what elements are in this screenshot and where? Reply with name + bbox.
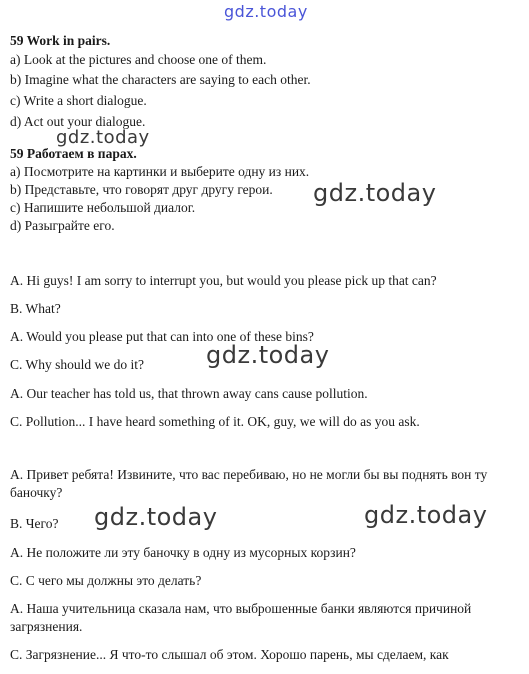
watermark: gdz.today	[206, 341, 330, 369]
task-item: a) Look at the pictures and choose one of them.	[10, 52, 267, 67]
dialogue-line-en: C. Pollution... I have heard something of it. OK, guy, we will do as you ask.	[10, 414, 420, 429]
task-item: а) Посмотрите на картинки и выберите одну из них.	[10, 164, 310, 179]
dialogue-line-ru: С. Загрязнение... Я что-то слышал об этом. Хорошо парень, мы сделаем, как	[10, 647, 449, 662]
dialogue-line-en: A. Hi guys! I am sorry to interrupt you, but would you please pick up that can?	[10, 273, 437, 288]
watermark: gdz.today	[313, 179, 437, 207]
task-item: с) Напишите небольшой диалог.	[10, 200, 196, 215]
task-item: c) Write a short dialogue.	[10, 93, 147, 108]
watermark: gdz.today	[56, 127, 150, 148]
dialogue-line-ru: А. Привет ребята! Извините, что вас перебиваю, но не могли бы вы поднять вон ту баночку?	[10, 467, 488, 500]
task-item: d) Act out your dialogue.	[10, 114, 146, 129]
dialogue-line-ru: В. Чего?	[10, 516, 59, 531]
watermark: gdz.today	[224, 2, 308, 21]
task-item: b) Imagine what the characters are saying to each other.	[10, 72, 311, 87]
dialogue-line-en: A. Would you please put that can into one of these bins?	[10, 329, 314, 344]
dialogue-line-en: C. Why should we do it?	[10, 357, 144, 372]
dialogue-line-ru: А. Наша учительница сказала нам, что выброшенные банки являются причиной загрязнения.	[10, 601, 472, 634]
dialogue-line-ru: А. Не положите ли эту баночку в одну из мусорных корзин?	[10, 545, 356, 560]
watermark: gdz.today	[94, 503, 218, 531]
task-title-en: 59 Work in pairs.	[10, 33, 111, 48]
task-item: b) Представьте, что говорят друг другу герои.	[10, 182, 273, 197]
dialogue-line-en: A. Our teacher has told us, that thrown away cans cause pollution.	[10, 386, 368, 401]
task-title-ru: 59 Работаем в парах.	[10, 146, 137, 161]
dialogue-line-en: B. What?	[10, 301, 61, 316]
watermark: gdz.today	[364, 501, 488, 529]
dialogue-line-ru: С. С чего мы должны это делать?	[10, 573, 202, 588]
task-item: d) Разыграйте его.	[10, 218, 115, 233]
